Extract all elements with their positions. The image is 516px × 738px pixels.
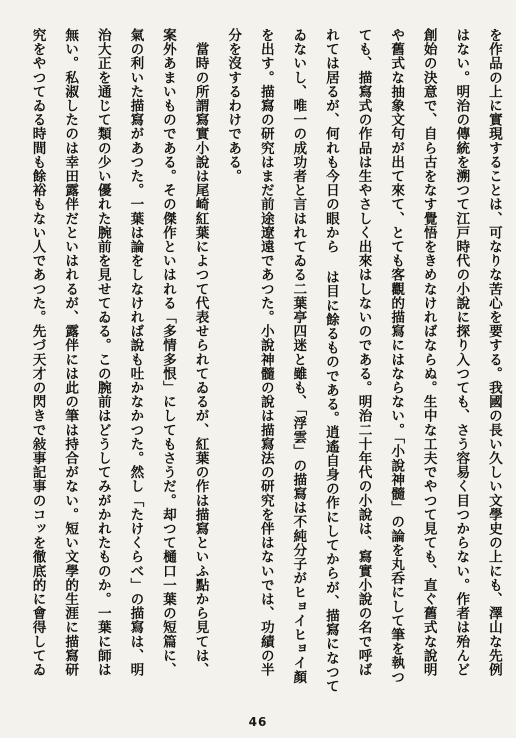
text-column: ゐないし、唯一の成功者と言はれてゐる二葉亭四迷と雖も、「浮雲」の描寫は不純分子がヒョイヒョイ顏 bbox=[290, 28, 307, 684]
text-column: はない。明治の傳統を溯つて江戸時代の小說に探り入つても、さう容易く目つからない。作者は殆んど bbox=[453, 28, 470, 677]
text-column: 無い。私淑したのは幸田露伴だといはれるが、露伴には此の筆は持合がない。短い文學的生涯に描寫研 bbox=[62, 28, 79, 677]
text-column: 治大正を通じて類の少い優れた腕前を見せてゐる。この腕前はどうしてみがかれたものか。一葉に師は bbox=[94, 28, 111, 677]
vertical-text-body bbox=[30, 28, 500, 708]
text-column: 分を沒するわけである。 bbox=[225, 28, 242, 184]
text-column: を作品の上に實現することは、可なりな苦心を要する。我國の長い久しい文學史の上にも、澤山な先例 bbox=[485, 28, 502, 677]
text-column: 案外あまいものである。その傑作といはれる「多情多恨」にしてもさうだ。却つて樋口一葉の短篇に、 bbox=[159, 28, 176, 677]
text-column: 當時の所謂寫實小說は尾崎紅葉によつて代表せられてゐるが、紅葉の作は描寫といふ點から見ては、 bbox=[192, 28, 209, 677]
text-column: 究をやつてゐる時間も餘裕もない人であつた。先づ天才の閃きで敍事記事のコッを徹底的に會得してゐ bbox=[29, 28, 46, 677]
text-column: 創始の決意で、自ら古をなす覺悟をきめなければならぬ。生中な工夫でやつて見ても、直ぐ舊式な說明 bbox=[420, 28, 437, 677]
text-column: や舊式な抽象文句が出て來て、とても客觀的描寫にはならない。「小說神髓」の論を丸呑にして筆を執つ bbox=[388, 28, 405, 684]
text-column: 氣の利いた描寫があつた。一葉は論をしなければ說も吐かなかつた。然し「たけくらべ」の描寫は、明 bbox=[127, 28, 144, 677]
text-column: れては居るが、何れも今日の眼から は目に餘るものである。逍遙自身の作にしてからが、描寫になつて bbox=[322, 28, 339, 694]
text-column: ても、描寫式の作品は生やさしく出來はしないのである。明治二十年代の小說は、寫實小說の名で呼ば bbox=[355, 28, 372, 677]
text-column: を出す。描寫の研究はまだ前途遼遠であつた。小說神髓の說は描寫法の研究を伴はないでは、功績の半 bbox=[257, 28, 274, 677]
page-number: 46 bbox=[248, 715, 268, 729]
